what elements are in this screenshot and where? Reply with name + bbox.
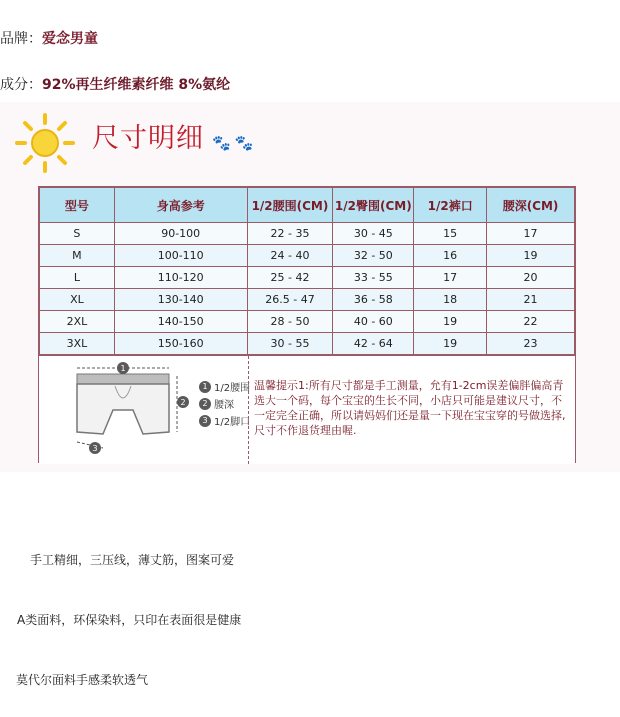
table-row <box>40 289 575 311</box>
table-row <box>40 267 575 289</box>
table-cell: 90-100 <box>114 223 247 245</box>
legend-item <box>199 412 250 429</box>
number-badge: 1 <box>199 381 211 393</box>
table-cell: XL <box>40 289 115 311</box>
table-cell: 26.5 - 47 <box>247 289 333 311</box>
number-badge: 2 <box>199 398 211 410</box>
table-cell: 3XL <box>40 333 115 355</box>
composition-value: 92%再生纤维素纤维 8%氨纶 <box>42 77 231 93</box>
table-cell: 32 - 50 <box>333 245 414 267</box>
table-cell: 21 <box>487 289 575 311</box>
brand-line <box>0 28 98 48</box>
feature-text: 莫代尔面料手感柔软透气 <box>16 673 149 687</box>
size-table-frame <box>38 186 576 463</box>
svg-text:3: 3 <box>92 444 98 453</box>
table-cell: 110-120 <box>114 267 247 289</box>
table-row <box>40 311 575 333</box>
sun-icon <box>14 112 76 174</box>
legend-label: 腰深 <box>214 400 234 411</box>
briefs-diagram-icon <box>59 362 209 457</box>
table-row <box>40 223 575 245</box>
table-cell: 15 <box>414 223 487 245</box>
measurement-guide <box>39 355 575 464</box>
table-cell: 16 <box>414 245 487 267</box>
legend-item <box>199 395 250 412</box>
table-cell: 20 <box>487 267 575 289</box>
legend-label: 1/2腰围 <box>214 383 251 394</box>
size-section-title: 尺寸明细 <box>92 123 204 154</box>
feature-text: A类面料，环保染料，只印在表面很是健康 <box>17 613 242 627</box>
table-cell: 33 - 55 <box>333 267 414 289</box>
diagram-legend <box>199 378 250 429</box>
column-header: 型号 <box>40 188 115 223</box>
table-cell: 140-150 <box>114 311 247 333</box>
column-header: 1/2腰围(CM) <box>247 188 333 223</box>
svg-text:2: 2 <box>180 398 186 407</box>
column-header: 身高参考 <box>114 188 247 223</box>
table-cell: 22 <box>487 311 575 333</box>
table-cell: 30 - 55 <box>247 333 333 355</box>
size-table <box>39 187 575 355</box>
legend-label: 1/2脚口 <box>214 417 251 428</box>
table-cell: 19 <box>414 311 487 333</box>
column-header: 腰深(CM) <box>487 188 575 223</box>
feature-text: 手工精细，三压线，薄丈筋，图案可爱 <box>30 553 235 567</box>
table-cell: 30 - 45 <box>333 223 414 245</box>
composition-label: 成分： <box>0 77 42 93</box>
number-badge: 3 <box>199 415 211 427</box>
table-row <box>40 333 575 355</box>
table-cell: 19 <box>487 245 575 267</box>
table-cell: S <box>40 223 115 245</box>
table-cell: 17 <box>487 223 575 245</box>
table-cell: 19 <box>414 333 487 355</box>
table-cell: 150-160 <box>114 333 247 355</box>
table-cell: 22 - 35 <box>247 223 333 245</box>
table-cell: L <box>40 267 115 289</box>
table-row <box>40 245 575 267</box>
table-cell: 100-110 <box>114 245 247 267</box>
table-cell: 24 - 40 <box>247 245 333 267</box>
table-cell: 42 - 64 <box>333 333 414 355</box>
brand-label: 品牌： <box>0 31 42 47</box>
table-cell: 17 <box>414 267 487 289</box>
composition-line <box>0 74 230 94</box>
table-cell: 18 <box>414 289 487 311</box>
table-cell: 130-140 <box>114 289 247 311</box>
table-cell: 25 - 42 <box>247 267 333 289</box>
table-cell: 28 - 50 <box>247 311 333 333</box>
svg-text:1: 1 <box>120 364 126 373</box>
divider <box>248 356 249 464</box>
paw-prints-icon: 🐾 🐾 <box>212 134 254 152</box>
table-cell: 23 <box>487 333 575 355</box>
legend-item <box>199 378 250 395</box>
size-table-header-row <box>40 188 575 223</box>
table-cell: M <box>40 245 115 267</box>
column-header: 1/2裤口 <box>414 188 487 223</box>
measurement-tip: 温馨提示1:所有尺寸都是手工测量，允有1-2cm误差偏胖偏高青选大一个码，每个宝宝的生长不同，小店只可能是建议尺寸，不一定完全正确，所以请妈妈们还是量一下现在宝宝穿的号做选择,尺寸不作退货理由喔. <box>254 379 566 437</box>
table-cell: 40 - 60 <box>333 311 414 333</box>
table-cell: 2XL <box>40 311 115 333</box>
brand-value: 爱念男童 <box>42 31 98 47</box>
table-cell: 36 - 58 <box>333 289 414 311</box>
column-header: 1/2臀围(CM) <box>333 188 414 223</box>
